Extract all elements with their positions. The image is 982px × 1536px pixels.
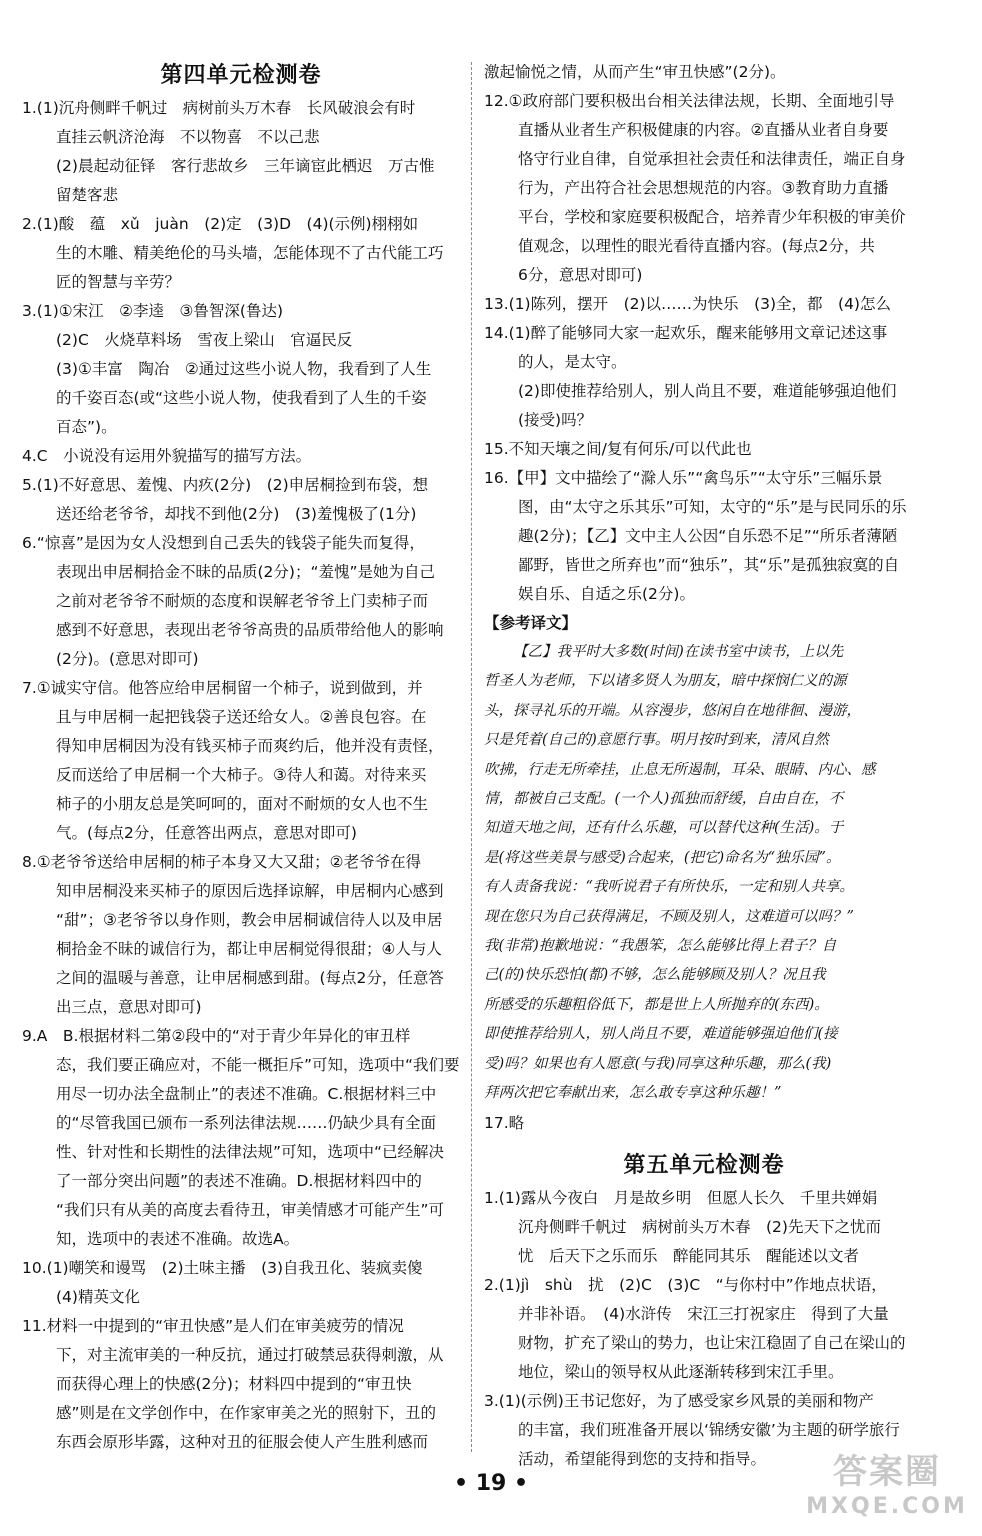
answer-line: 11.材料一中提到的“审丑快感”是人们在审美疲劳的情况 (22, 1317, 404, 1335)
answer-line: 柿子的小朋友总是笑呵呵的，面对不耐烦的女人也不生 (56, 795, 429, 813)
translation-line: 是(将这些美景与感受)合起来，(把它)命名为“独乐园”。 (484, 849, 841, 866)
translation-line: 知道天地之间，还有什么乐趣，可以替代这种(生活)。于 (484, 820, 844, 837)
answer-line: (4)精英文化 (56, 1288, 140, 1306)
answer-line: 图，由“太守之乐其乐”可知，太守的“乐”是与民同乐的乐 (518, 498, 907, 516)
answer-line: 百态”)。 (56, 418, 117, 436)
page-number: • 19 • (453, 1471, 529, 1496)
answer-item (22, 848, 460, 1022)
answer-line: 13.(1)陈列，摆开 (2)以……为快乐 (3)全，都 (4)怎么 (484, 295, 891, 313)
translation-line: 己(的)快乐恐怕(都)不够，怎么能够顾及别人？况且我 (484, 967, 826, 984)
answer-line: 5.(1)不好意思、羞愧、内疚(2分) (2)申居桐捡到布袋，想 (22, 476, 429, 494)
answer-line: 娱自乐、自适之乐(2分)。 (518, 585, 695, 603)
answer-line: 态，我们要正确应对，不能一概拒斥”可知，选项中“我们要 (56, 1056, 460, 1074)
answer-line: 的千姿百态(或“这些小说人物，使我看到了人生的千姿 (56, 389, 427, 407)
answer-line: 留楚客悲 (56, 186, 119, 204)
answer-line: 知，选项中的表述不准确。故选A。 (56, 1230, 300, 1248)
answer-line: 送还给老爷爷，却找不到他(2分) (3)羞愧极了(1分) (56, 505, 417, 523)
answer-line: 的人，是太守。 (518, 353, 627, 371)
answer-line: (3)①丰富 陶冶 ②通过这些小说人物，我看到了人生 (56, 360, 432, 378)
answer-item (22, 297, 460, 442)
translation-line: 吹拂，行走无所牵挂，止息无所遏制，耳朵、眼睛、内心、感 (484, 761, 876, 778)
answer-line: 之间的温暖与善意，让申居桐感到甜。(每点2分，任意答 (56, 969, 444, 987)
answer-line: 6.“惊喜”是因为女人没想到自己丢失的钱袋子能失而复得， (22, 534, 425, 552)
section-title-unit5: 第五单元检测卷 (623, 1151, 785, 1178)
answer-line: 财物，扩充了梁山的势力，也让宋江稳固了自己在梁山的 (518, 1333, 906, 1352)
answer-line: 而获得心理上的快感(2分)；材料四中提到的“审丑快 (56, 1375, 412, 1393)
answer-line: 4.C 小说没有运用外貌描写的描写方法。 (22, 447, 312, 465)
answer-line: 感”则是在文学创作中，在作家审美之光的照射下，丑的 (56, 1404, 437, 1422)
translation-line: 有人责备我说：“我听说君子有所快乐，一定和别人共享。 (484, 879, 854, 896)
answer-line: 直挂云帆济沧海 不以物喜 不以己悲 (56, 128, 320, 146)
translation-line: 现在您只为自己获得满足，不顾及别人，这难道可以吗？” (484, 908, 854, 925)
answer-line: 直播从业者生产积极健康的内容。②直播从业者自身要 (518, 121, 889, 139)
answer-line: 值观念，以理性的眼光看待直播内容。(每点2分，共 (518, 237, 875, 255)
answer-line: 气。(每点2分，任意答出两点，意思对即可) (56, 824, 357, 842)
answer-line: 活动，希望能得到您的支持和指导。 (518, 1449, 767, 1468)
answer-item (22, 1022, 460, 1254)
answer-line: (2)晨起动征铎 客行悲故乡 三年谪宦此栖迟 万古惟 (56, 157, 435, 175)
answer-line: 10.(1)嘲笑和谩骂 (2)土味主播 (3)自我丑化、装疯卖傻 (22, 1259, 423, 1277)
right-answers (484, 58, 924, 609)
answer-line: 得知申居桐因为没有钱买柿子而爽约后，他并没有责怪， (56, 737, 444, 755)
answer-item (484, 290, 924, 319)
answer-line: 反而送给了申居桐一个大柿子。③待人和蔼。对待来买 (56, 766, 427, 784)
answer-line: (2)即使推荐给别人，别人尚且不要，难道能够强迫他们 (518, 382, 897, 400)
reference-translation-label: 【参考译文】 (484, 614, 578, 632)
answer-17: 17.略 (484, 1113, 525, 1132)
answer-line: 行为，产出符合社会思想规范的内容。③教育助力直播 (518, 179, 889, 197)
answer-line: 3.(1)(示例)王书记您好，为了感受家乡风景的美丽和物产 (484, 1391, 874, 1410)
answer-item (22, 674, 460, 848)
answer-item (484, 464, 924, 609)
answer-line: 用尽一切办法全盘制止”的表述不准确。C.根据材料三中 (56, 1085, 437, 1103)
answer-line: 2.(1)酸 蕴 xǔ juàn (2)定 (3)D (4)(示例)栩栩如 (22, 215, 419, 233)
answer-line: 东西会原形毕露，这种对丑的征服会使人产生胜利感而 (56, 1433, 429, 1451)
answer-line: 3.(1)①宋江 ②李逵 ③鲁智深(鲁达) (22, 302, 284, 320)
translation-line: 所感受的乐趣粗俗低下，都是世上人所抛弃的(东西)。 (484, 996, 829, 1013)
answer-line: 12.①政府部门要积极出台相关法律法规，长期、全面地引导 (484, 92, 895, 110)
answer-line: 桐拾金不昧的诚信行为，都让申居桐觉得很甜；④人与人 (56, 940, 442, 958)
left-answers (22, 94, 460, 1457)
translation-line: 头，探寻礼乐的开端。从容漫步，悠闲自在地徘徊、漫游， (484, 702, 861, 719)
answer-item (22, 1312, 460, 1457)
answer-line: 地位，梁山的领导权从此逐渐转移到宋江手里。 (518, 1362, 844, 1381)
answer-line: 匠的智慧与辛劳？ (56, 273, 181, 291)
answer-item (484, 435, 924, 464)
watermark-logo (802, 1450, 972, 1528)
answer-line: 且与申居桐一起把钱袋子送还给女人。②善良包容。在 (56, 708, 427, 726)
answer-line: 并非补语。 (4)水浒传 宋江三打祝家庄 得到了大量 (518, 1304, 889, 1323)
column-divider (471, 62, 472, 1452)
answer-line: (2分)。(意思对即可) (56, 650, 199, 668)
answer-item (22, 210, 460, 297)
answer-line: 14.(1)醉了能够同大家一起欢乐，醒来能够用文章记述这事 (484, 324, 888, 342)
answer-line: 知申居桐没来买柿子的原因后选择谅解，申居桐内心感到 (56, 882, 444, 900)
answer-line: “我们只有从美的高度去看待丑，审美情感才可能产生”可 (56, 1201, 445, 1219)
answer-line: “甜”；③老爷爷以身作则，教会申居桐诚信待人以及申居 (56, 911, 443, 929)
translation-line: 【乙】我平时大多数(时间)在读书室中读书，上以先 (513, 644, 844, 660)
answer-line: 忧 后天下之乐而乐 醉能同其乐 醒能述以文者 (518, 1246, 860, 1265)
answer-item (484, 87, 924, 290)
translation-line: 即使推荐给别人，别人尚且不要，难道能够强迫他们(接 (484, 1026, 838, 1043)
answer-item (22, 471, 460, 529)
answer-line: 恪守行业自律，自觉承担社会责任和法律责任，端正自身 (518, 150, 906, 168)
answer-line: 性、针对性和长期性的法律法规”可知，选项中“已经解决 (56, 1143, 445, 1161)
translation-line: 拜两次把它奉献出来，怎么敢专享这种乐趣！” (484, 1085, 782, 1102)
answer-item (22, 1254, 460, 1312)
right-column (484, 58, 924, 1474)
answer-line: 趣(2分)；【乙】文中主人公因“自乐恐不足”“所乐者薄陋 (518, 527, 898, 545)
answer-line: 生的木雕、精美绝伦的马头墙，怎能体现不了古代能工巧 (56, 244, 444, 262)
answer-line: 感到不好意思，表现出老爷爷高贵的品质带给他人的影响 (56, 621, 444, 639)
answer-line: 鄙野，皆世之所弃也”而“独乐”，其“乐”是孤独寂寞的自 (518, 556, 900, 574)
answer-item (484, 1271, 924, 1387)
answer-line: 出三点，意思对即可) (56, 998, 202, 1016)
answer-line: 的“尽管我国已颁布一系列法律法规……仍缺少具有全面 (56, 1114, 437, 1132)
translation-line: 情，都被自己支配。(一个人)孤独而舒缓，自由自在，不 (484, 791, 844, 808)
answer-item (484, 319, 924, 435)
answer-line: 2.(1)jì shù 扰 (2)C (3)C “与你村中”作地点状语， (484, 1275, 887, 1294)
section-title-unit4: 第四单元检测卷 (160, 62, 322, 88)
answer-line: 7.①诚实守信。他答应给申居桐留一个柿子，说到做到，并 (22, 679, 423, 697)
answer-line: 表现出申居桐拾金不昧的品质(2分)；“羞愧”是她为自己 (56, 563, 436, 581)
answer-line: 15.不知天壤之间/复有何乐/可以代此也 (484, 440, 752, 458)
translation-line: 只是凭着(自己的)意愿行事。明月按时到来，清风自然 (484, 732, 829, 749)
answer-line: 平台，学校和家庭要积极配合，培养青少年积极的审美价 (518, 208, 906, 226)
watermark-url: MXQE.COM (806, 1494, 968, 1519)
answer-line: 1.(1)露从今夜白 月是故乡明 但愿人长久 千里共婵娟 (484, 1188, 878, 1207)
reference-translation (484, 638, 924, 1109)
translation-line: 我(非常)抱歉地说：“我愚笨，怎么能够比得上君子？自 (484, 938, 837, 955)
answer-line: 1.(1)沉舟侧畔千帆过 病树前头万木春 长风破浪会有时 (22, 99, 416, 117)
answer-item (484, 1184, 924, 1271)
answer-line: 了一部分突出问题”的表述不准确。D.根据材料四中的 (56, 1172, 422, 1190)
answer-line: 下，对主流审美的一种反抗，通过打破禁忌获得刺激，从 (56, 1346, 444, 1364)
answer-line: 激起愉悦之情，从而产生“审丑快感”(2分)。 (484, 63, 786, 81)
answer-line: 9.A B.根据材料二第②段中的“对于青少年异化的审丑样 (22, 1027, 411, 1045)
answer-line: (2)C 火烧草料场 雪夜上梁山 官逼民反 (56, 331, 353, 349)
translation-line: 受)吗？如果也有人愿意(与我)同享这种乐趣，那么(我) (484, 1055, 832, 1072)
answer-item (22, 442, 460, 471)
answer-line: 的丰富，我们班准备开展以‘锦绣安徽’为主题的研学旅行 (518, 1420, 900, 1439)
answer-line: 8.①老爷爷送给申居桐的柿子本身又大又甜；②老爷爷在得 (22, 853, 422, 871)
translation-line: 哲圣人为老师，下以诸多贤人为朋友，暗中探悯仁义的源 (484, 673, 847, 690)
left-column (22, 58, 460, 1457)
answer-item (22, 94, 460, 210)
answer-line: 16.【甲】文中描绘了“滁人乐”“禽鸟乐”“太守乐”三幅乐景 (484, 469, 883, 487)
answer-line: 沉舟侧畔千帆过 病树前头万木春 (2)先天下之忧而 (518, 1217, 881, 1236)
answer-line: 之前对老爷爷不耐烦的态度和误解老爷爷上门卖柿子而 (56, 592, 429, 610)
answer-item (484, 58, 924, 87)
watermark-text: 答案圈 (833, 1452, 941, 1492)
answer-line: 6分，意思对即可) (518, 266, 643, 284)
answer-item (22, 529, 460, 674)
unit5-answers (484, 1184, 924, 1474)
answer-line: (接受)吗？ (518, 411, 593, 429)
